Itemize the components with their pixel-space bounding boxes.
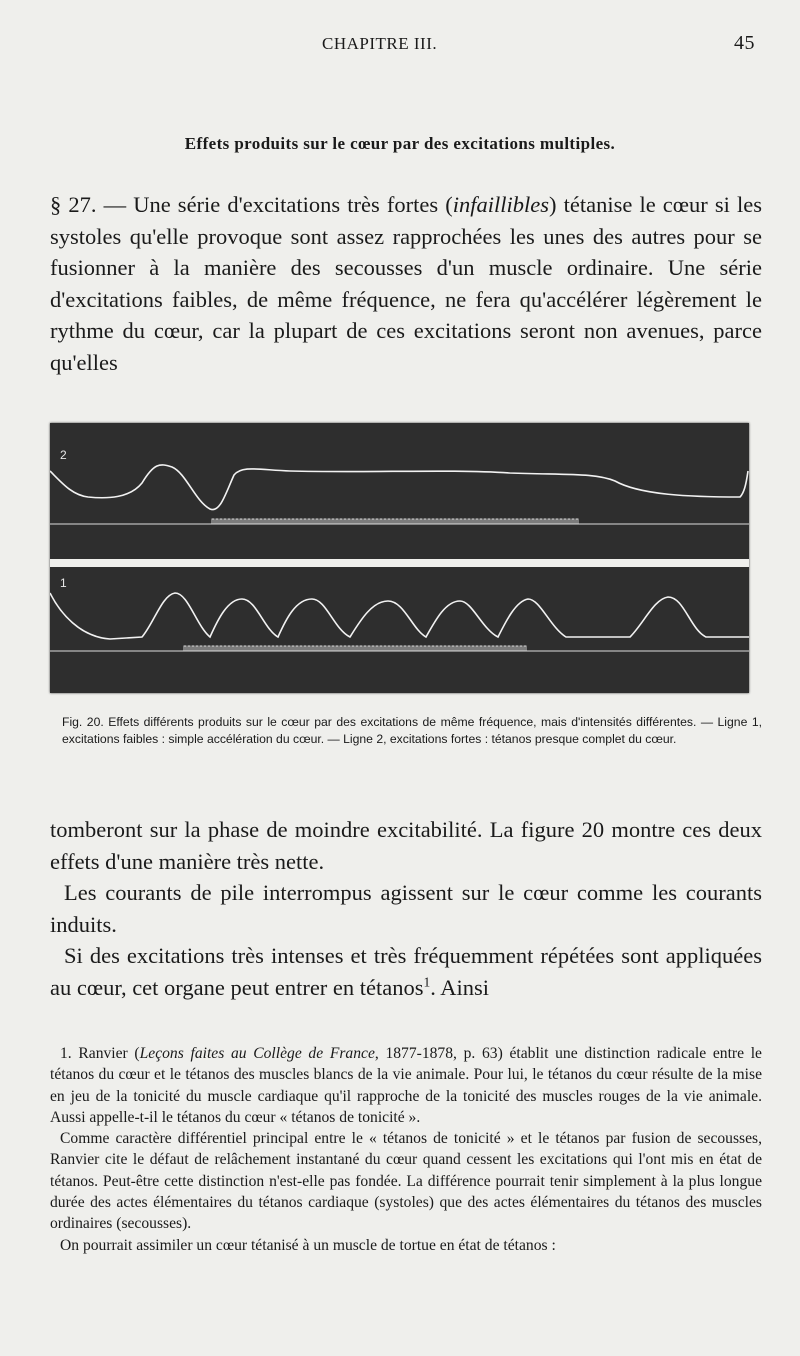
- paragraph-text: § 27. — Une série d'excitations très fortes (: [50, 192, 453, 217]
- paragraph-text: tomberont sur la phase de moindre excitabilité. La figure 20 montre ces deux effets d'une manière très nette.: [50, 817, 762, 874]
- footnotes: [50, 1043, 762, 1256]
- trace-2-label: 2: [60, 448, 67, 462]
- paragraph-text: ) tétanise le cœur si les systoles qu'elle provoque sont assez rapprochées les unes des autres pour se fusionner à la manière des secousses d'un muscle ordinaire. Une série d'excitations faibles, de même fréquence, ne fera qu'accélérer légèrement le rythme du cœur, car la plupart de ces excitations seront non avenues, parce qu'elles: [50, 192, 762, 375]
- paragraph-text: Les courants de pile interrompus agissent sur le cœur comme les courants induits.: [50, 880, 762, 937]
- myograph-tracings: [50, 423, 749, 693]
- figure-20-plate: [50, 423, 749, 693]
- main-text-continued: [50, 814, 762, 1003]
- paragraph-section-27: [50, 189, 762, 378]
- footnote-text: Comme caractère différentiel principal entre le « tétanos de tonicité » et le tétanos par fusion de secousses, Ranvier cite le défaut de relâchement instantané du cœur quand cessent les excitations qui l'ont mis en état de tétanos. Peut-être cette distinction n'est-elle pas fondée. La différence pourrait tenir simplement à la plus longue durée des actes élémentaires du tétanos cardiaque (systoles) que des actes élémentaires du tétanos des muscles ordinaires (secousses).: [50, 1130, 762, 1233]
- footnote-text: 1. Ranvier (: [60, 1045, 140, 1062]
- paragraph-text: . Ainsi: [430, 974, 490, 1000]
- running-header: [0, 30, 800, 60]
- footnote-ref: 1: [423, 974, 431, 989]
- footnote-text: , 1877-1878, p. 63) établit une distinction radicale entre le tétanos du cœur et le tétanos des muscles blancs de la vie animale. Pour lui, le tétanos du cœur résulte de la mise en jeu de la tonicité du muscle cardiaque qu'il rapproche de la tonicité des muscles rouges de la vie animale. Aussi appelle-t-il le tétanos du cœur « tétanos de tonicité ».: [50, 1045, 762, 1126]
- italic-title: Leçons faites au Collège de France: [139, 1045, 375, 1062]
- paragraph-tetanos: [50, 940, 762, 1003]
- chapter-heading: CHAPITRE III.: [322, 34, 438, 53]
- trace-1-label: 1: [60, 576, 67, 590]
- footnote-1: [50, 1043, 762, 1128]
- section-title: Effets produits sur le cœur par des excitations multiples.: [184, 134, 616, 153]
- footnote-text: On pourrait assimiler un cœur tétanisé à un muscle de tortue en état de tétanos :: [60, 1236, 556, 1254]
- panel-divider: [50, 559, 749, 567]
- trace-1-stimulus-marks: [184, 646, 528, 651]
- paragraph-text: Si des excitations très intenses et très fréquemment répétées sont appliquées au cœur, cet organe peut entrer en tétanos: [50, 943, 762, 1000]
- lower-trace-panel: [50, 567, 749, 693]
- figure-caption: Fig. 20. Effets différents produits sur le cœur par des excitations de même fréquence, mais d'intensités différentes. — Ligne 1, excitations faibles : simple accélération du cœur. — Ligne 2, excitations fortes : tétanos presque complet du cœur.: [62, 715, 762, 746]
- italic-term: infaillibles: [452, 192, 549, 217]
- page-number: 45: [734, 32, 755, 54]
